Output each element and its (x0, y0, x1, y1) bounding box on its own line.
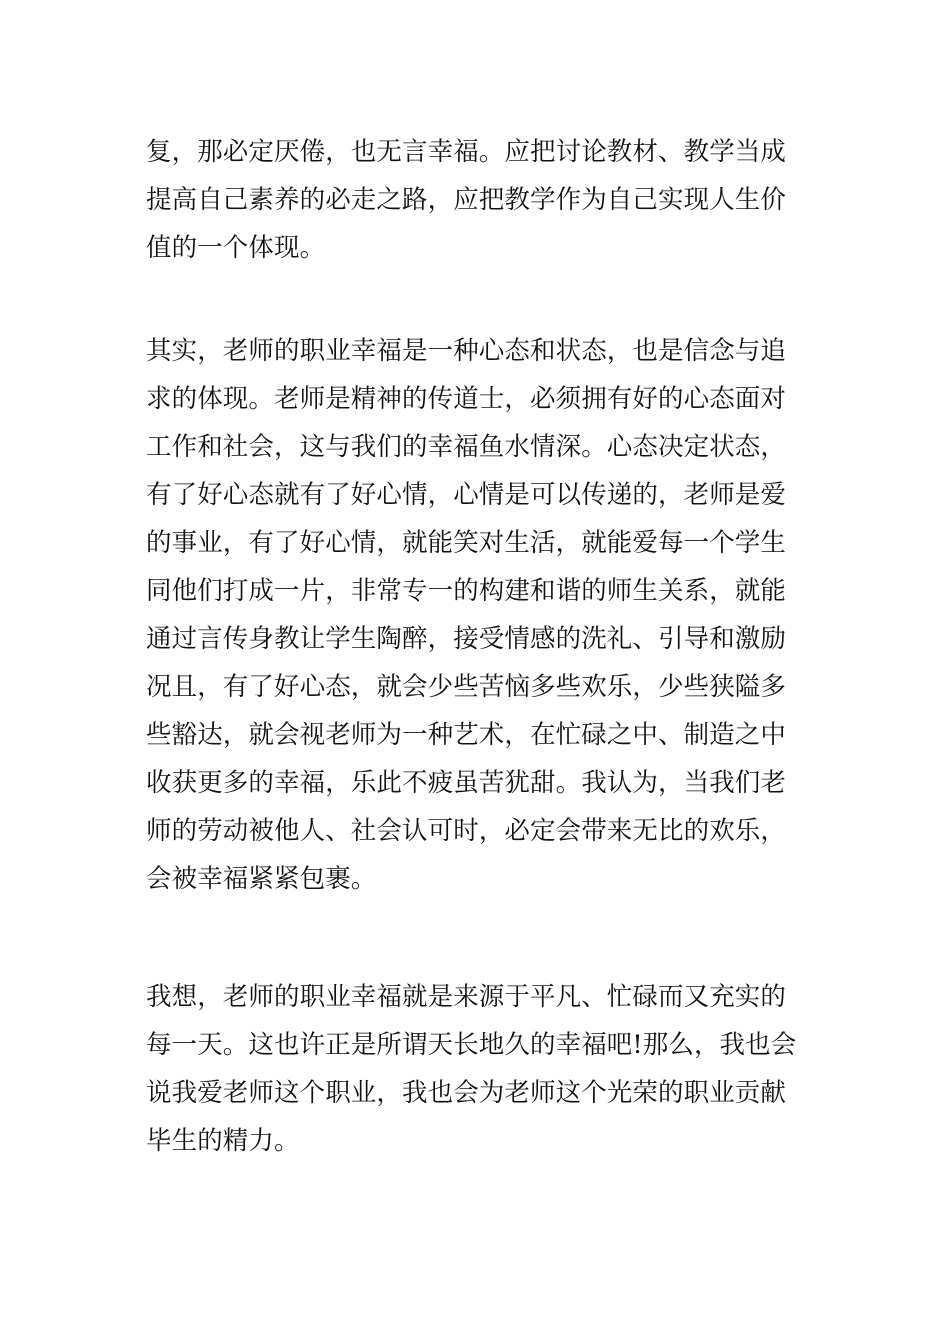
paragraph-line: 况且，有了好心态，就会少些苦恼多些欢乐，少些狭隘多 (146, 672, 787, 702)
paragraph-line: 毕生的精力。 (146, 1126, 300, 1156)
paragraph-2 (146, 327, 816, 903)
paragraph-line: 值的一个体现。 (146, 233, 326, 263)
paragraph-line: 有了好心态就有了好心情，心情是可以传递的，老师是爱 (146, 480, 787, 510)
paragraph-line: 其实，老师的职业幸福是一种心态和状态，也是信念与追 (146, 336, 787, 366)
paragraph-3 (146, 973, 816, 1165)
paragraph-line: 求的体现。老师是精神的传道士，必须拥有好的心态面对 (146, 384, 787, 414)
paragraph-line: 工作和社会，这与我们的幸福鱼水情深。心态决定状态， (146, 432, 787, 462)
paragraph-line: 说我爱老师这个职业，我也会为老师这个光荣的职业贡献 (146, 1078, 787, 1108)
paragraph-line: 复，那必定厌倦，也无言幸福。应把讨论教材、教学当成 (146, 137, 787, 167)
paragraph-line: 每一天。这也许正是所谓天长地久的幸福吧!那么，我也会 (146, 1030, 797, 1060)
paragraph-line: 的事业，有了好心情，就能笑对生活，就能爱每一个学生 (146, 528, 787, 558)
paragraph-line: 同他们打成一片，非常专一的构建和谐的师生关系，就能 (146, 576, 787, 606)
paragraph-line: 会被幸福紧紧包裹。 (146, 864, 377, 894)
paragraph-line: 提高自己素养的必走之路，应把教学作为自己实现人生价 (146, 185, 787, 215)
paragraph-1 (146, 128, 816, 272)
paragraph-line: 通过言传身教让学生陶醉，接受情感的洗礼、引导和激励 (146, 624, 787, 654)
paragraph-line: 些豁达，就会视老师为一种艺术，在忙碌之中、制造之中 (146, 720, 787, 750)
paragraph-line: 我想，老师的职业幸福就是来源于平凡、忙碌而又充实的 (146, 982, 787, 1012)
paragraph-line: 师的劳动被他人、社会认可时，必定会带来无比的欢乐， (146, 816, 787, 846)
paragraph-line: 收获更多的幸福，乐此不疲虽苦犹甜。我认为，当我们老 (146, 768, 787, 798)
